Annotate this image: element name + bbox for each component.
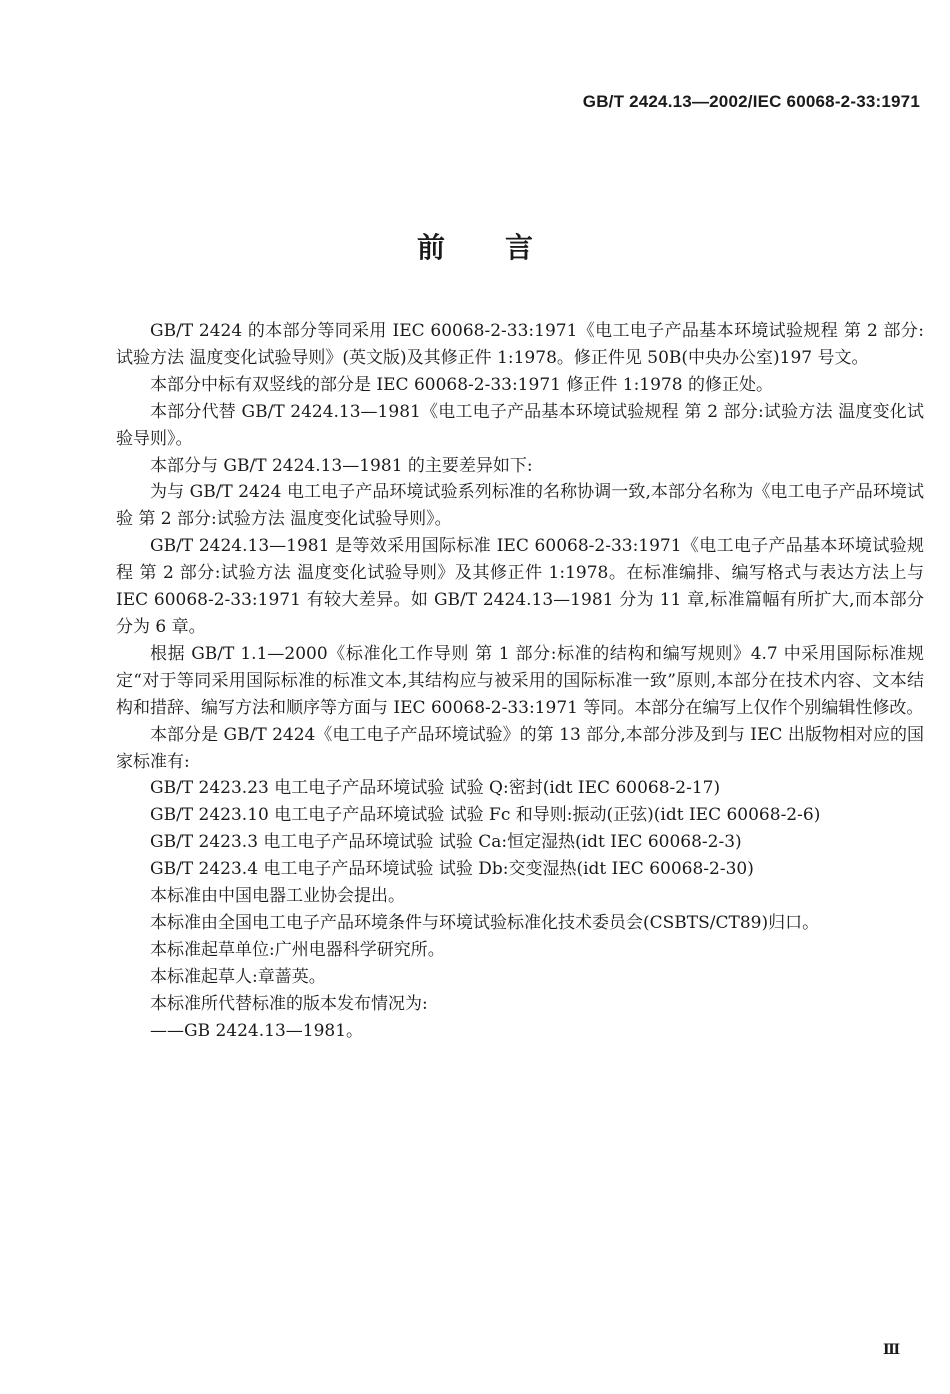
paragraph-drafting-unit: 本标准起草单位:广州电器科学研究所。 <box>150 939 445 960</box>
paragraph-double-line-note: 本部分中标有双竖线的部分是 IEC 60068-2-33:1971 修正件 1:1978 的修正处。 <box>150 374 773 395</box>
paragraph-name-change: 为与 GB/T 2424 电工电子产品环境试验系列标准的名称协调一致,本部分名称为《电工电子产品环境试验 第 2 部分:试验方法 温度变化试验导则》。 <box>116 482 924 530</box>
related-standard-item: GB/T 2423.10 电工电子产品环境试验 试验 Fc 和导则:振动(正弦)(idt IEC 60068-2-6) <box>150 805 821 826</box>
paragraph-related-standards-intro: 本部分是 GB/T 2424《电工电子产品环境试验》的第 13 部分,本部分涉及到与 IEC 出版物相对应的国家标准有: <box>116 724 924 772</box>
foreword-body <box>116 318 924 1044</box>
page-title: 前言 <box>416 231 593 264</box>
related-standard-item: GB/T 2423.23 电工电子产品环境试验 试验 Q:密封(idt IEC 60068-2-17) <box>150 778 721 799</box>
paragraph-committee: 本标准由全国电工电子产品环境条件与环境试验标准化技术委员会(CSBTS/CT89)归口。 <box>150 912 820 933</box>
paragraph-replaces: 本部分代替 GB/T 2424.13—1981《电工电子产品基本环境试验规程 第 2 部分:试验方法 温度变化试验导则》。 <box>116 401 924 449</box>
paragraph-adoption: GB/T 2424 的本部分等同采用 IEC 60068-2-33:1971《电工电子产品基本环境试验规程 第 2 部分:试验方法 温度变化试验导则》(英文版)及其修正件 1:1978。修正件见 50B(中央办公室)197 号文。 <box>116 321 924 368</box>
paragraph-structure-rule: 根据 GB/T 1.1—2000《标准化工作导则 第 1 部分:标准的结构和编写规则》4.7 中采用国际标准规定“对于等同采用国际标准的标准文本,其结构应与被采用的国际标准一致”原则,本部分在技术内容、文本结构和措辞、编写方法和顺序等方面与 IEC 60068-2-33:1971 等同。本部分在编写上仅作个别编辑性修改。 <box>116 643 924 718</box>
paragraph-version-history-intro: 本标准所代替标准的版本发布情况为: <box>150 993 428 1014</box>
related-standard-item: GB/T 2423.4 电工电子产品环境试验 试验 Db:交变湿热(idt IEC 60068-2-30) <box>150 859 754 880</box>
paragraph-differences-intro: 本部分与 GB/T 2424.13—1981 的主要差异如下: <box>150 455 533 476</box>
paragraph-drafter: 本标准起草人:章蔷英。 <box>150 966 326 987</box>
related-standard-item: GB/T 2423.3 电工电子产品环境试验 试验 Ca:恒定湿热(idt IEC 60068-2-3) <box>150 832 742 853</box>
paragraph-proposer: 本标准由中国电器工业协会提出。 <box>150 886 405 907</box>
paragraph-version-history-item: ——GB 2424.13—1981。 <box>150 1020 364 1041</box>
page-number: Ⅲ <box>882 1343 900 1358</box>
paragraph-previous-version: GB/T 2424.13—1981 是等效采用国际标准 IEC 60068-2-33:1971《电工电子产品基本环境试验规程 第 2 部分:试验方法 温度变化试验导则》及其修正件 1:1978。在标准编排、编写格式与表达方法上与 IEC 60068-2-33:1971 有较大差异。如 GB/T 2424.13—1981 分为 11 章,标准篇幅有所扩大,而本部分分为 6 章。 <box>116 536 924 637</box>
standard-code-header: GB/T 2424.13—2002/IEC 60068-2-33:1971 <box>582 92 920 111</box>
